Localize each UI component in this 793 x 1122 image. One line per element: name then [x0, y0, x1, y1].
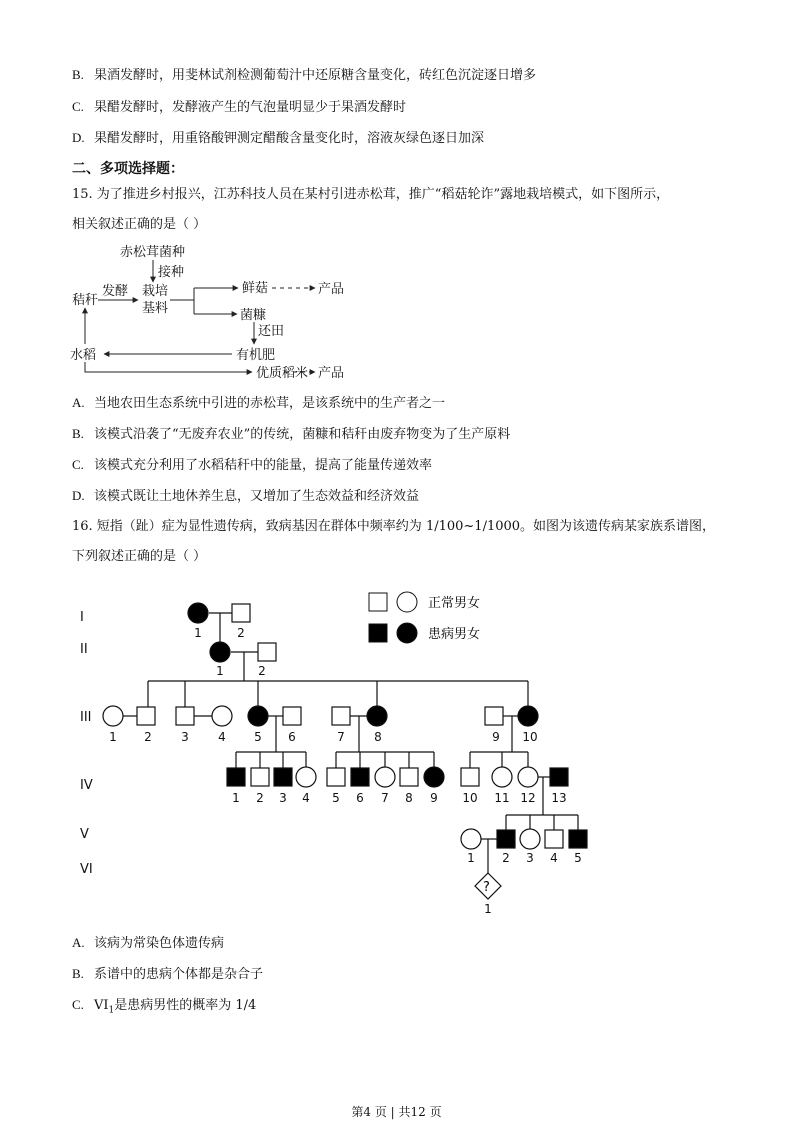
- individual-IV-7: [375, 767, 395, 787]
- option-text: 当地农田生态系统中引进的赤松茸，是该系统中的生产者之一: [94, 396, 446, 411]
- num-III-5: 5: [254, 730, 262, 744]
- legend-affected-female: [397, 623, 417, 643]
- num-V-1: 1: [467, 851, 475, 865]
- individual-V-5: [569, 830, 587, 848]
- option-letter: B.: [72, 67, 84, 82]
- num-IV-11: 11: [494, 791, 510, 805]
- num-IV-10: 10: [462, 791, 478, 805]
- individual-IV-13: [550, 768, 568, 786]
- option-text: 该模式充分利用了水稻秸秆中的能量，提高了能量传递效率: [94, 458, 433, 473]
- individual-V-2: [497, 830, 515, 848]
- num-IV-13: 13: [551, 791, 567, 805]
- num-IV-4: 4: [302, 791, 310, 805]
- unknown-mark: ?: [483, 880, 490, 895]
- num-III-9: 9: [492, 730, 500, 744]
- num-IV-1: 1: [232, 791, 240, 805]
- q15-option-d: [72, 487, 419, 506]
- generation-label-II: II: [80, 642, 88, 657]
- num-IV-9: 9: [430, 791, 438, 805]
- legend-affected-label: 患病男女: [428, 627, 481, 642]
- option-letter: B.: [72, 426, 84, 441]
- individual-III-10: [518, 706, 538, 726]
- legend-normal-male: [369, 593, 387, 611]
- option-letter: B.: [72, 966, 84, 981]
- q16-option-b: [72, 965, 263, 984]
- individual-II-1: [210, 642, 230, 662]
- residue-label: 菌糠: [240, 308, 267, 323]
- individual-V-4: [545, 830, 563, 848]
- q16-option-a: [72, 934, 224, 953]
- individual-I-1: [188, 603, 208, 623]
- num-IV-6: 6: [356, 791, 364, 805]
- q15-stem-line1: 15. 为了推进乡村报兴，江苏科技人员在某村引进赤松茸，推广“稻菇轮诈”露地栽培模式，如下图所示，: [72, 187, 670, 202]
- option-text: 该病为常染色体遗传病: [94, 936, 225, 951]
- num-V-5: 5: [574, 851, 582, 865]
- legend-normal-female: [397, 592, 417, 612]
- individual-IV-5: [327, 768, 345, 786]
- option-text: 系谱中的患病个体都是杂合子: [94, 967, 264, 982]
- q14-option-d: [72, 129, 484, 148]
- individual-IV-12: [518, 767, 538, 787]
- num-III-8: 8: [374, 730, 382, 744]
- generation-label-IV: IV: [80, 778, 93, 793]
- num-III-6: 6: [288, 730, 296, 744]
- q16-option-c: [72, 996, 256, 1020]
- generation-label-I: I: [80, 610, 84, 625]
- q15-flow-diagram: [60, 238, 380, 388]
- generation-label-V: V: [80, 827, 89, 842]
- num-III-2: 2: [144, 730, 152, 744]
- individual-III-9: [485, 707, 503, 725]
- option-letter: C.: [72, 457, 84, 472]
- rice-label: 水稻: [70, 348, 97, 363]
- num-III-3: 3: [181, 730, 189, 744]
- individual-III-7: [332, 707, 350, 725]
- num-IV-3: 3: [279, 791, 287, 805]
- num-VI-1: 1: [484, 902, 492, 916]
- inoculate-label: 接种: [158, 265, 185, 280]
- individual-IV-1: [227, 768, 245, 786]
- individual-I-2: [232, 604, 250, 622]
- q14-option-b: [72, 66, 536, 85]
- q16-stem-line2: 下列叙述正确的是（ ）: [72, 549, 207, 564]
- q15-option-b: [72, 425, 510, 444]
- num-III-4: 4: [218, 730, 226, 744]
- option-text: 果醋发酵时，发酵液产生的气泡量明显少于果酒发酵时: [94, 100, 407, 115]
- substrate-label-1: 栽培: [142, 284, 169, 299]
- branch-substrate: [170, 288, 194, 314]
- option-text-sub: 1: [108, 1005, 115, 1016]
- individual-III-8: [367, 706, 387, 726]
- individual-III-4: [212, 706, 232, 726]
- option-letter: D.: [72, 488, 85, 503]
- q15-stem-line2: 相关叙述正确的是（ ）: [72, 217, 207, 232]
- individual-IV-11: [492, 767, 512, 787]
- individual-IV-9: [424, 767, 444, 787]
- page-footer: 第4 页 | 共12 页: [351, 1105, 442, 1119]
- option-letter: D.: [72, 130, 85, 145]
- num-V-4: 4: [550, 851, 558, 865]
- num-I-1: 1: [194, 626, 202, 640]
- num-II-1: 1: [216, 664, 224, 678]
- generation-label-VI: VI: [80, 862, 93, 877]
- substrate-label-2: 基料: [142, 301, 169, 316]
- individual-III-3: [176, 707, 194, 725]
- num-IV-2: 2: [256, 791, 264, 805]
- option-letter: A.: [72, 395, 85, 410]
- seed-label: 赤松茸菌种: [120, 245, 186, 260]
- product-label-2: 产品: [318, 366, 345, 381]
- individual-IV-4: [296, 767, 316, 787]
- individual-V-3: [520, 829, 540, 849]
- individual-III-6: [283, 707, 301, 725]
- straw-label: 秸秆: [72, 293, 99, 308]
- option-text: 果酒发酵时，用斐林试剂检测葡萄汁中还原糖含量变化，砖红色沉淀逐日增多: [94, 68, 537, 83]
- num-IV-7: 7: [381, 791, 389, 805]
- section-heading: 二、多项选择题：: [72, 161, 184, 177]
- option-letter: C.: [72, 99, 84, 114]
- individual-II-2: [258, 643, 276, 661]
- num-I-2: 2: [237, 626, 245, 640]
- product-label-1: 产品: [318, 282, 345, 297]
- num-V-2: 2: [502, 851, 510, 865]
- individual-IV-3: [274, 768, 292, 786]
- option-text: 该模式沿袭了“无废弃农业”的传统，菌糠和秸秆由废弃物变为了生产原料: [94, 427, 511, 442]
- q16-stem-line1: 16. 短指（趾）症为显性遗传病，致病基因在群体中频率约为 1/100~1/1000。如图为该遗传病某家族系谱图，: [72, 519, 716, 534]
- individual-V-1: [461, 829, 481, 849]
- legend-affected-male: [369, 624, 387, 642]
- arrow-rice-to-quality-rice: [85, 362, 252, 372]
- individual-IV-10: [461, 768, 479, 786]
- option-letter: C.: [72, 997, 84, 1012]
- num-III-7: 7: [337, 730, 345, 744]
- num-IV-8: 8: [405, 791, 413, 805]
- individual-IV-2: [251, 768, 269, 786]
- num-IV-5: 5: [332, 791, 340, 805]
- num-II-2: 2: [258, 664, 266, 678]
- generation-label-III: III: [80, 710, 92, 725]
- num-III-10: 10: [522, 730, 538, 744]
- num-V-3: 3: [526, 851, 534, 865]
- fertilizer-label: 有机肥: [236, 348, 276, 363]
- q15-option-a: [72, 394, 445, 413]
- fresh-mushroom-label: 鲜菇: [242, 281, 269, 296]
- q14-option-c: [72, 98, 406, 117]
- return-field-label: 还田: [258, 324, 285, 339]
- legend-normal-label: 正常男女: [428, 596, 481, 611]
- pedigree-chart: [0, 580, 793, 920]
- option-text: 果醋发酵时，用重铬酸钾测定醋酸含量变化时，溶液灰绿色逐日加深: [94, 131, 485, 146]
- individual-III-1: [103, 706, 123, 726]
- option-text-pre: VI: [94, 998, 109, 1013]
- quality-rice-label: 优质稻米: [256, 366, 309, 381]
- ferment-label: 发酵: [102, 284, 129, 299]
- individual-III-5: [248, 706, 268, 726]
- num-IV-12: 12: [520, 791, 536, 805]
- option-text-post: 是患病男性的概率为 1/4: [114, 998, 257, 1013]
- individual-III-2: [137, 707, 155, 725]
- option-text: 该模式既让土地休养生息，又增加了生态效益和经济效益: [94, 489, 420, 504]
- q15-option-c: [72, 456, 432, 475]
- num-III-1: 1: [109, 730, 117, 744]
- individual-IV-6: [351, 768, 369, 786]
- individual-IV-8: [400, 768, 418, 786]
- option-letter: A.: [72, 935, 85, 950]
